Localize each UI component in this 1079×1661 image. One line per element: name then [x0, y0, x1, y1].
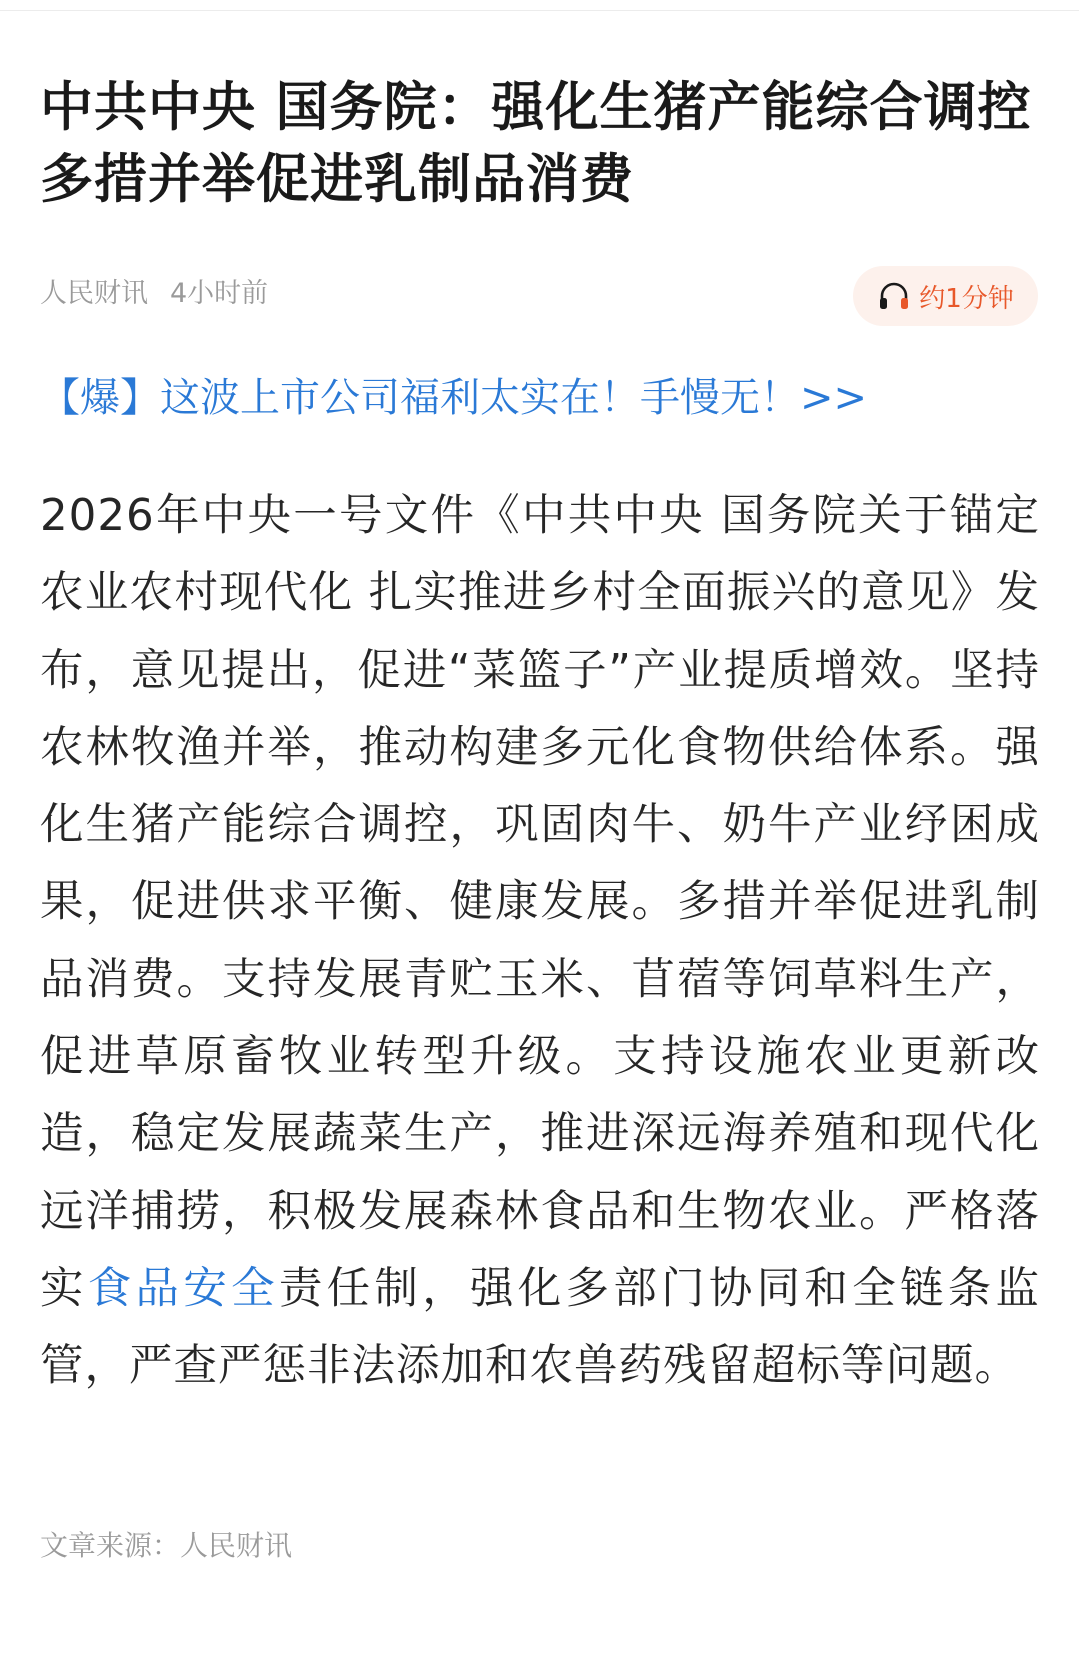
article-body-text: 2026年中央一号文件《中共中央 国务院关于锚定农业农村现代化 扎实推进乡村全面振兴的意见》发布，意见提出，促进“菜篮子”产业提质增效。坚持农林牧渔并举，推动构建多元化食物供给体系。强化生猪产能综合调控，巩固肉牛、奶牛产业纾困成果，促进供求平衡、健康发展。多措并举促进乳制品消费。支持发展青贮玉米、苜蓿等饲草料生产，促进草原畜牧业转型升级。支持设施农业更新改造，稳定发展蔬菜生产，推进深远海养殖和现代化远洋捕捞，积极发展森林食品和生物农业。严格落实	[40, 491, 1040, 1314]
food-safety-link[interactable]: 食品安全	[87, 1263, 279, 1314]
promo-link[interactable]: 【爆】这波上市公司福利太实在！手慢无！>>	[40, 375, 868, 421]
article-title: 中共中央 国务院：强化生猪产能综合调控 多措并举促进乳制品消费	[40, 77, 1032, 210]
source-name[interactable]: 人民财讯	[40, 278, 148, 309]
top-divider	[0, 10, 1079, 11]
headphones-icon	[877, 279, 911, 313]
listen-button[interactable]	[853, 266, 1038, 326]
listen-duration-label: 约1分钟	[919, 283, 1014, 314]
article-body-text-continued: 责任制，强化多部门协同和全链条监管，严查严惩非法添加和农兽药残留超标等问题。	[40, 1263, 1041, 1392]
publish-time: 4小时前	[170, 278, 269, 309]
article-source: 文章来源：人民财讯	[40, 1529, 293, 1562]
article-meta	[40, 272, 268, 316]
article-body	[40, 478, 1040, 1406]
